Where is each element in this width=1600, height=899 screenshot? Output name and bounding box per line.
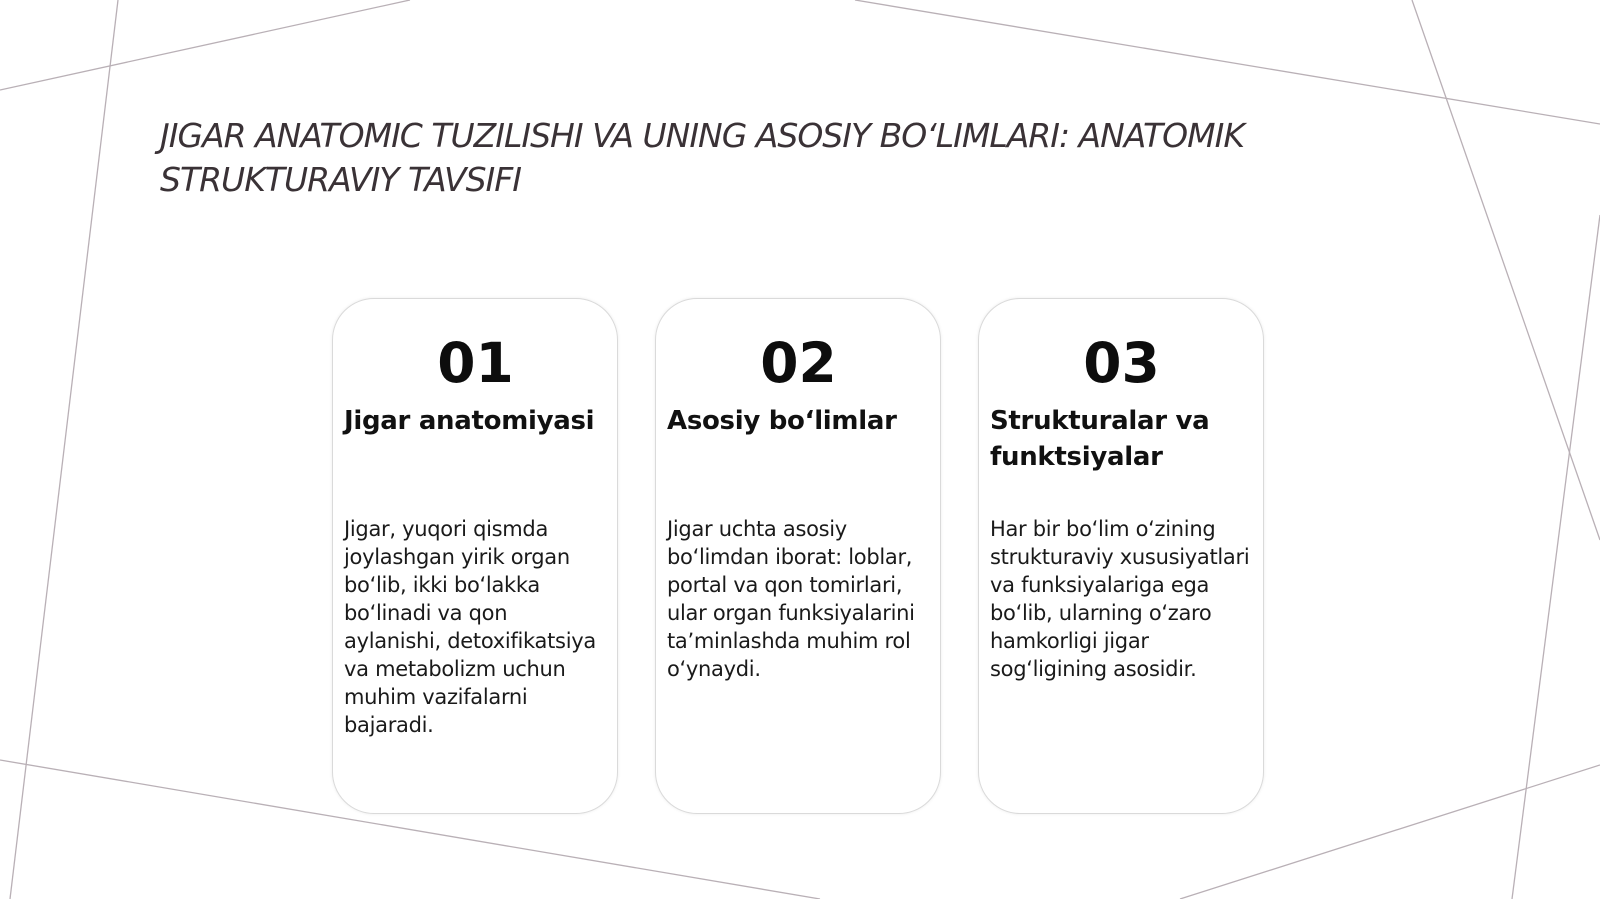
slide-title: JIGAR ANATOMIC TUZILISHI VA UNING ASOSIY BOʻLIMLARI: ANATOMIK STRUKTURAVIY TAVSIFI	[160, 116, 1244, 199]
card-number: 03	[1083, 331, 1160, 395]
card-heading: Strukturalar va funktsiyalar	[990, 406, 1210, 472]
decor-line	[0, 0, 410, 90]
card-body-text: Har bir boʻlim oʻzining strukturaviy xususiyatlari va funksiyalariga ega boʻlib, ularning oʻzaro hamkorligi jigar sogʻligining asosidir.	[990, 517, 1250, 681]
card-number: 01	[437, 331, 514, 395]
card-2	[655, 298, 941, 814]
decor-line	[1512, 215, 1600, 899]
card-heading: Asosiy boʻlimlar	[667, 406, 897, 436]
card-body-text: Jigar, yuqori qismda joylashgan yirik organ boʻlib, ikki boʻlakka boʻlinadi va qon aylanishi, detoxifikatsiya va metabolizm uchun muhim vazifalarni bajaradi.	[344, 517, 596, 737]
card-number: 02	[760, 331, 837, 395]
card-body-text: Jigar uchta asosiy boʻlimdan iborat: loblar, portal va qon tomirlari, ular organ funksiyalarini taʼminlashda muhim rol oʻynaydi.	[667, 517, 915, 681]
card-3	[978, 298, 1264, 814]
cards-row	[332, 298, 1264, 814]
card-1	[332, 298, 618, 814]
decor-line	[1412, 0, 1600, 540]
decor-line	[855, 0, 1600, 124]
card-heading: Jigar anatomiyasi	[344, 406, 595, 436]
